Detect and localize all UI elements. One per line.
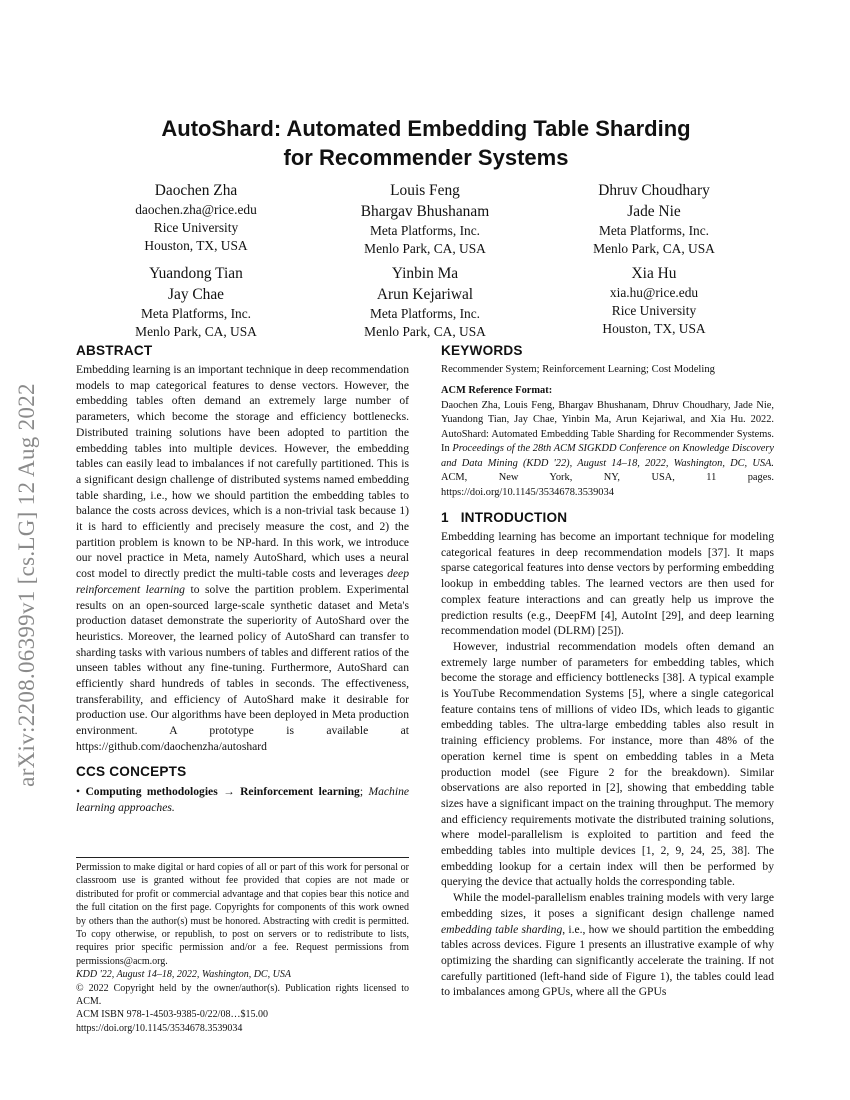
footnote-venue: KDD '22, August 14–18, 2022, Washington, DC, USA (76, 969, 291, 981)
intro-paragraph-1: Embedding learning has become an important technique for modeling categorical features in deep recommendation models [37]. It maps sparse categorical features into dense vectors by performing embedding lookup in embedding tables. The learned vectors are then used for complex feature interactions and can greatly help us improve the prediction results (e.g., DeepFM [4], AutoInt [29], and deep learning recommendation model (DLRM) [25]). (441, 530, 774, 638)
ccs-concept-3: Machine learning approaches. (76, 785, 410, 814)
footnote-copyright: © 2022 Copyright held by the owner/author(s). Publication rights licensed to ACM. (76, 982, 409, 1008)
author-block (100, 180, 292, 255)
author-location: Menlo Park, CA, USA (364, 324, 486, 339)
author-block (329, 180, 521, 258)
author-affiliation: Rice University (611, 303, 697, 318)
keywords-heading: KEYWORDS (441, 343, 523, 358)
acm-reference-venue: Proceedings of the 28th ACM SIGKDD Conference on Knowledge Discovery and Data Mining (KDD '22), August 14–18, 2022, Washington, DC, USA. (441, 443, 774, 469)
abstract-emphasis: deep reinforcement learning (76, 567, 409, 596)
author-email: daochen.zha@rice.edu (135, 202, 257, 217)
author-name: Jay Chae (168, 286, 224, 303)
title-line-2: for Recommender Systems (283, 145, 569, 170)
intro-p3-text-b: , i.e., how we should partition the embedding tables across devices. Figure 1 presents an illustrative example of why optimizing the sharding can significantly accelerate the training. If not carefully partitioned (left-hand side of Figure 1), the tables could lead to imbalances among GPUs, where all the GPUs (441, 922, 774, 999)
author-location: Menlo Park, CA, USA (593, 241, 715, 256)
acm-reference-heading: ACM Reference Format: (441, 385, 553, 396)
footnote-permission: Permission to make digital or hard copies of all or part of this work for personal or classroom use is granted without fee provided that copies are not made or distributed for profit or commercial advantage and that copies bear this notice and the full citation on the first page. Copyrights for components of this work owned by others than the author(s) must be honored. Abstracting with credit is permitted. To copy otherwise, or republish, to post on servers or to redistribute to lists, requires prior specific permission and/or a fee. Request permissions from permissions@acm.org. (76, 862, 409, 967)
title-line-1: AutoShard: Automated Embedding Table Sharding (161, 116, 691, 141)
introduction-body (441, 529, 774, 1000)
author-affiliation: Meta Platforms, Inc. (598, 223, 710, 238)
acm-reference (441, 384, 774, 500)
author-affiliation: Rice University (153, 220, 239, 235)
author-affiliation: Meta Platforms, Inc. (369, 306, 481, 321)
arxiv-id: arXiv:2208.06399v1 [cs.LG] 12 Aug 2022 (14, 383, 39, 787)
abstract-text-b: to solve the partition problem. Experimental results on an open-sourced large-scale synthetic dataset and Meta's production dataset demonstrate the superiority of AutoShard over the heuristics. Moreover, the learned policy of AutoShard can transfer to sharding tasks with various numbers of tables and different ratios of the unseen tables without any fine-tuning. Furthermore, AutoShard can efficiently shard hundreds of tables in seconds. The effectiveness, transferability, and efficiency of AutoShard make it desirable for production use. Our algorithms have been deployed in Meta production environment. A prototype is available at https://github.com/daochenzha/autoshard (76, 582, 409, 753)
author-name: Yuandong Tian (149, 265, 243, 282)
author-name: Arun Kejariwal (376, 286, 474, 303)
intro-p3-emphasis: embedding table sharding (441, 922, 563, 936)
footnote-divider (76, 857, 409, 858)
author-name: Dhruv Choudhary (598, 182, 710, 199)
author-name: Jade Nie (627, 203, 681, 220)
author-email: xia.hu@rice.edu (609, 285, 699, 300)
footnote (76, 861, 409, 1035)
intro-paragraph-2: However, industrial recommendation models often demand an extremely large number of parameters for embedding tables, which become the storage and efficiency bottlenecks [38]. A typical example is YouTube Recommendation Systems [5], where a single categorical feature contains tens of millions of video IDs, which leads to gigantic embedding tables. The ultra-large embedding tables also result in training efficiency problems. For instance, more than 48% of the operation kernel time is spent on embedding tables in a Meta production model (see Figure 2 for the breakdown). Similar observations are also reported in [2], showing that embedding table sizes have a significant impact on the training throughput. The memory and efficiency requirements motivate the distributed training solutions, where model-parallelism is exploited to partition and feed the embedding tables into multiple devices [1, 2, 9, 24, 25, 38]. The embedding lookup for a certain index will then be performed by querying the device that actually holds the corresponding table. (441, 639, 774, 889)
author-block (100, 263, 292, 341)
abstract-text-a: Embedding learning is an important technique in deep recommendation models to map categorical features to dense vectors. However, the embedding tables often demand an extremely large number of parameters, which become the storage and efficiency bottlenecks. Distributed training solutions have been adopted to partition the embedding tables into multiple devices. However, the embedding tables can easily lead to imbalances if not carefully partitioned. This is a significant design challenge of distributed systems named embedding table sharding, i.e., how we should partition the embedding tables to balance the costs across devices, which is a non-trivial task because 1) it is hard to efficiently and precisely measure the cost, and 2) the partition problem is known to be NP-hard. In this work, we introduce our novel practice in Meta, namely AutoShard, which uses a neural cost model to directly predict the multi-table costs and leverages (76, 363, 409, 581)
author-name: Daochen Zha (154, 182, 238, 199)
abstract-heading: ABSTRACT (76, 343, 153, 358)
author-block (329, 263, 521, 341)
author-name: Yinbin Ma (391, 265, 459, 282)
author-name: Bhargav Bhushanam (360, 203, 490, 220)
keywords-body: Recommender System; Reinforcement Learning; Cost Modeling (441, 364, 715, 375)
author-block (558, 263, 750, 338)
acm-reference-text-b: ACM, New York, NY, USA, 11 pages. https://doi.org/10.1145/3534678.3539034 (441, 472, 774, 498)
intro-p3-text-a: While the model-parallelism enables training models with very large embedding sizes, it poses a significant design challenge named (441, 891, 774, 920)
arxiv-stamp (8, 290, 46, 880)
author-name: Louis Feng (390, 182, 460, 199)
footnote-isbn: ACM ISBN 978-1-4503-9385-0/22/08…$15.00 (76, 1009, 268, 1021)
intro-paragraph-3 (441, 890, 774, 1000)
acm-reference-text-a: Daochen Zha, Louis Feng, Bhargav Bhushanam, Dhruv Choudhary, Jade Nie, Yuandong Tian, Jay Chae, Yinbin Ma, Arun Kejariwal, and Xia Hu. 2022. AutoShard: Automated Embedding Table Sharding for Recommender Systems. In (441, 399, 774, 454)
abstract-body (76, 362, 409, 755)
author-affiliation: Meta Platforms, Inc. (369, 223, 481, 238)
author-location: Houston, TX, USA (602, 321, 706, 336)
author-affiliation: Meta Platforms, Inc. (140, 306, 252, 321)
author-location: Menlo Park, CA, USA (364, 241, 486, 256)
footnote-doi: https://doi.org/10.1145/3534678.3539034 (76, 1022, 243, 1034)
author-location: Houston, TX, USA (144, 238, 248, 253)
ccs-body (76, 784, 409, 815)
author-location: Menlo Park, CA, USA (135, 324, 257, 339)
ccs-separator: ; (359, 785, 369, 798)
author-name: Xia Hu (631, 265, 677, 282)
ccs-heading: CCS CONCEPTS (76, 764, 187, 779)
paper-title (76, 114, 776, 172)
section-number: 1 (441, 510, 449, 525)
introduction-heading (441, 510, 567, 525)
ccs-bullet: • (76, 785, 86, 798)
ccs-concept-1: Computing methodologies (85, 785, 218, 798)
section-title: INTRODUCTION (460, 510, 568, 525)
ccs-concept-2: Reinforcement learning (240, 785, 360, 798)
author-block (558, 180, 750, 258)
ccs-arrow: → (217, 785, 241, 798)
